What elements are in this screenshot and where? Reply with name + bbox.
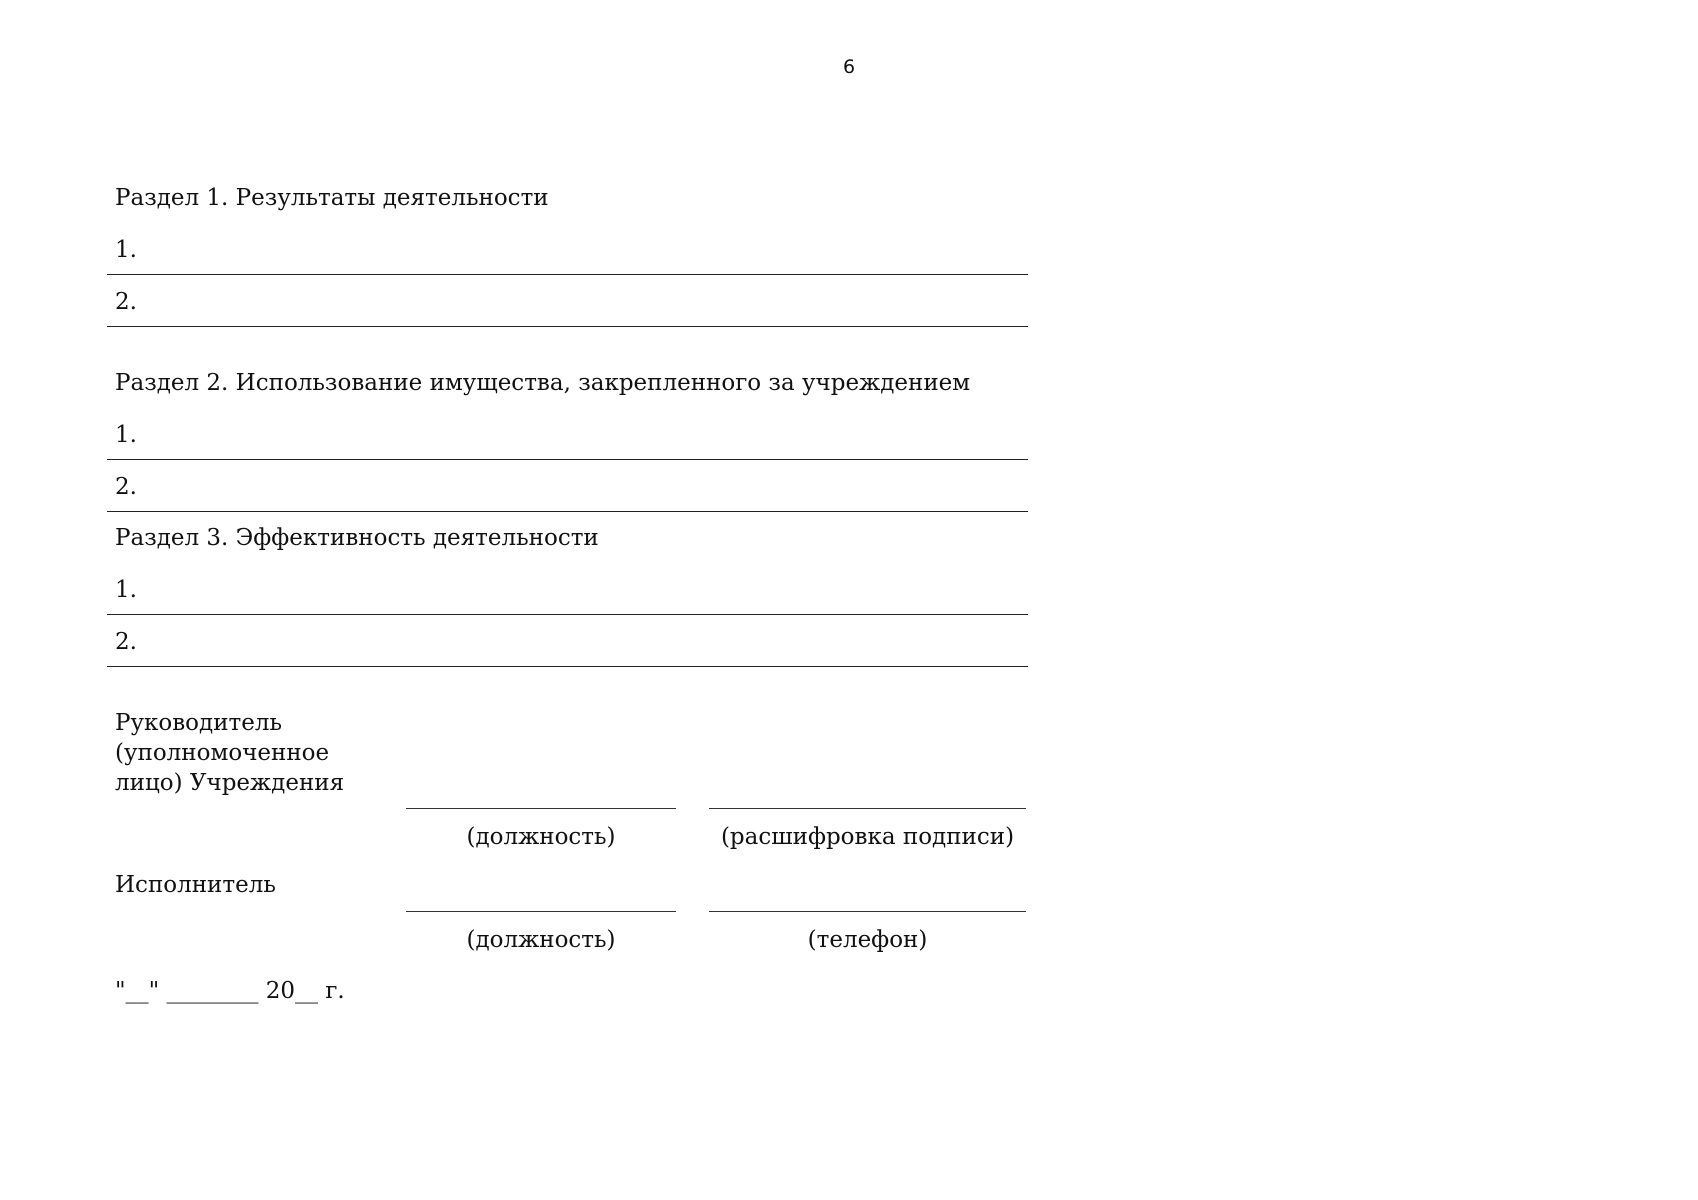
head-label: Руководитель (уполномоченное лицо) Учреждения (115, 710, 345, 796)
head-signature-line[interactable] (709, 808, 1026, 809)
section-3-item-1-line (107, 614, 1028, 615)
executor-position-caption: (должность) (466, 927, 616, 953)
page-number: 6 (842, 56, 856, 78)
section-2-item-2-line (107, 511, 1028, 512)
section-2-title: Раздел 2. Использование имущества, закрепленного за учреждением (115, 370, 971, 396)
head-position-caption: (должность) (466, 824, 616, 850)
section-1-item-2: 2. (115, 289, 137, 315)
section-2-item-2: 2. (115, 474, 137, 500)
section-3-title: Раздел 3. Эффективность деятельности (115, 525, 599, 551)
head-position-line[interactable] (406, 808, 676, 809)
section-1-title: Раздел 1. Результаты деятельности (115, 185, 549, 211)
section-3-item-2-line (107, 666, 1028, 667)
section-1-item-1: 1. (115, 237, 137, 263)
section-1-item-2-line (107, 326, 1028, 327)
section-2-item-1: 1. (115, 422, 137, 448)
executor-position-line[interactable] (406, 911, 676, 912)
executor-phone-line[interactable] (709, 911, 1026, 912)
section-1-item-1-line (107, 274, 1028, 275)
executor-label: Исполнитель (115, 872, 276, 898)
section-3-item-1: 1. (115, 577, 137, 603)
section-3-item-2: 2. (115, 629, 137, 655)
executor-phone-caption: (телефон) (807, 927, 928, 953)
head-signature-caption: (расшифровка подписи) (720, 824, 1015, 850)
section-2-item-1-line (107, 459, 1028, 460)
date-line: "__" ________ 20__ г. (115, 978, 345, 1004)
